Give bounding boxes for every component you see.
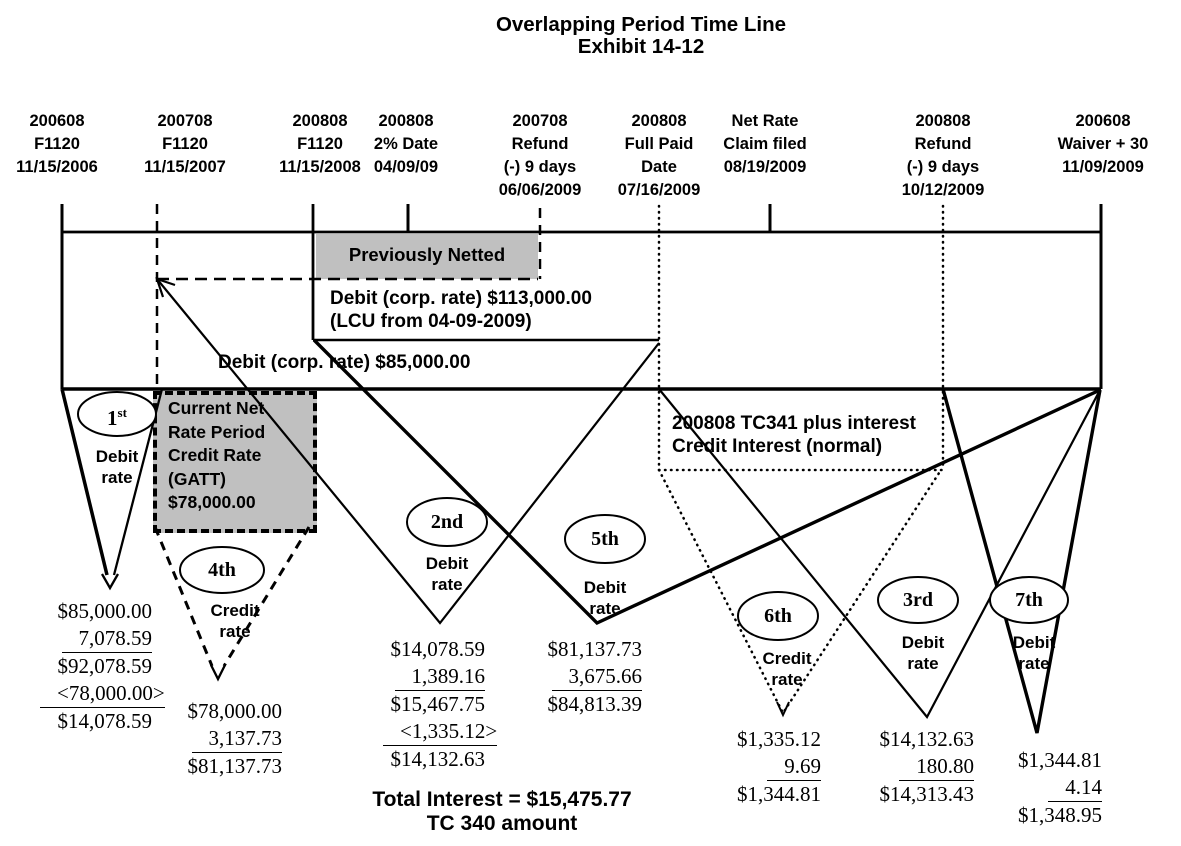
triangle-1st-arrowhead xyxy=(102,574,118,588)
ordinal-7th: 7th xyxy=(1015,589,1043,611)
total-interest-line2: TC 340 amount xyxy=(426,812,578,835)
title-line2: Exhibit 14-12 xyxy=(577,35,705,58)
total-interest xyxy=(292,788,712,836)
column-header-200808-f1120: 200808 F1120 11/15/2008 xyxy=(279,112,361,176)
rate-label-7th: Debit rate xyxy=(1012,633,1056,673)
amounts-2nd: $14,078.59 1,389.16 $15,467.75 <1,335.12> $14,132.63 xyxy=(383,636,485,773)
column-header-200608-f1120: 200608 F1120 11/15/2006 xyxy=(16,112,98,176)
amounts-3rd: $14,132.63 180.80 $14,313.43 xyxy=(879,727,974,806)
column-header-200708-refund: 200708 Refund (-) 9 days 06/06/2009 xyxy=(498,112,582,199)
ordinal-5th: 5th xyxy=(591,528,619,550)
ordinal-4th: 4th xyxy=(208,559,236,581)
triangle-4th-arrowhead xyxy=(211,665,225,679)
debit-85000-label: Debit (corp. rate) $85,000.00 xyxy=(218,352,471,373)
column-header-2pct-date: 200808 2% Date 04/09/09 xyxy=(373,112,439,176)
ordinal-2nd: 2nd xyxy=(430,511,464,533)
gatt-credit-label: Current Net Rate Period Credit Rate (GATT) $78,000.00 xyxy=(168,398,266,512)
column-header-waiver-30: 200608 Waiver + 30 11/09/2009 xyxy=(1057,112,1149,176)
tc341-label: 200808 TC341 plus interest Credit Interest (normal) xyxy=(672,413,916,457)
triangle-6th-arrowhead xyxy=(777,702,789,715)
rate-label-5th: Debit rate xyxy=(583,578,627,618)
amounts-6th: $1,335.12 9.69 $1,344.81 xyxy=(737,727,821,806)
amounts-1st: $85,000.00 7,078.59 $92,078.59 <78,000.00> $14,078.59 xyxy=(40,598,152,735)
title-line1: Overlapping Period Time Line xyxy=(495,13,787,36)
debit-113000-label: Debit (corp. rate) $113,000.00 (LCU from 04-09-2009) xyxy=(330,288,592,332)
triangle-4th-left xyxy=(155,527,212,666)
rate-label-4th: Credit rate xyxy=(210,601,260,641)
rate-label-1st: Debit rate xyxy=(95,447,139,487)
column-header-200808-refund: 200808 Refund (-) 9 days 10/12/2009 xyxy=(901,112,985,199)
ordinal-3rd: 3rd xyxy=(903,589,933,611)
ordinal-6th: 6th xyxy=(764,605,792,627)
rate-label-3rd: Debit rate xyxy=(901,633,945,673)
triangle-7th xyxy=(943,389,1100,733)
column-header-full-paid-date: 200808 Full Paid Date 07/16/2009 xyxy=(617,112,701,199)
ordinal-1st: 1st xyxy=(107,405,127,430)
amounts-4th: $78,000.00 3,137.73 $81,137.73 xyxy=(187,699,282,778)
amounts-7th: $1,344.81 4.14 $1,348.95 xyxy=(1018,748,1102,827)
column-header-net-rate-claim: Net Rate Claim filed 08/19/2009 xyxy=(723,112,807,176)
column-header-200708-f1120: 200708 F1120 11/15/2007 xyxy=(144,112,226,176)
previously-netted-label: Previously Netted xyxy=(348,244,506,265)
amounts-5th: $81,137.73 3,675.66 $84,813.39 xyxy=(547,637,642,716)
rate-label-2nd: Debit rate xyxy=(425,554,469,594)
total-interest-line1: Total Interest = $15,475.77 xyxy=(372,788,632,811)
page-title xyxy=(431,14,851,58)
rate-label-6th: Credit rate xyxy=(762,649,812,689)
